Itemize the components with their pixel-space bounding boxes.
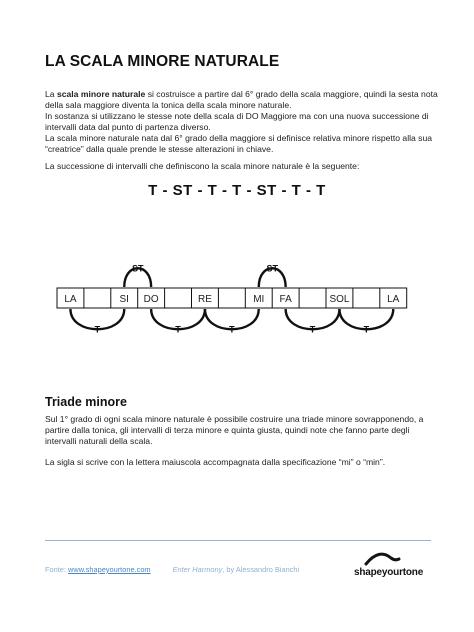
footer-label: Fonte: xyxy=(45,565,69,574)
section-paragraph-1: Sul 1° grado di ogni scala minore naturale è possibile costruire una triade minore sovrapponendo, a partire dalla tonica, gli intervalli di terza minore e quinta giusta, quindi note che fanno parte degli intervalli naturali della scala. xyxy=(45,414,424,447)
intro-line3: La scala minore naturale nata dal 6° grado della maggiore si definisce relativa minore rispetto alla sua “creatrice” dalla quale prende le stesse alterazioni in chiave. xyxy=(45,133,433,155)
note-cell: LA xyxy=(64,294,77,305)
logo-text: shapeyourtone xyxy=(354,567,424,578)
intro-pre: La xyxy=(45,89,57,99)
intro-bold: scala minore naturale xyxy=(56,89,146,99)
page-title: LA SCALA MINORE NATURALE xyxy=(45,53,280,70)
tone-label: T xyxy=(175,324,181,335)
intro-line2: In sostanza si utilizzano le stesse note della scala di DO Maggiore ma con una nuova successione di intervalli data dal punto di partenza diverso. xyxy=(45,111,429,133)
note-cell: SI xyxy=(119,294,129,305)
note-cell: FA xyxy=(279,294,292,305)
note-cell: LA xyxy=(387,294,400,305)
scale-diagram xyxy=(0,262,474,342)
interval-formula: T - ST - T - T - ST - T - T xyxy=(148,182,326,199)
tone-label: T xyxy=(94,324,101,335)
footer-book-author: , by Alessandro Bianchi xyxy=(222,565,300,574)
section-paragraph-2: La sigla si scrive con la lettera maiuscola accompagnata dalla specificazione “mi” o “min”. xyxy=(45,457,386,467)
semitone-label: ST xyxy=(131,263,144,274)
section-heading: Triade minore xyxy=(45,395,127,409)
note-cell: RE xyxy=(197,294,212,305)
note-cell: SOL xyxy=(329,294,350,305)
tone-label: T xyxy=(363,324,370,335)
note-cell: DO xyxy=(143,294,159,305)
intro-rest: si costruisce a partire dal 6° grado della scala maggiore, quindi la sesta nota della sala maggiore diventa la tonica della scala minore naturale. xyxy=(45,89,438,111)
footer-link[interactable]: www.shapeyourtone.com xyxy=(68,565,151,574)
succession-text: La successione di intervalli che definiscono la scala minore naturale è la seguente: xyxy=(45,161,360,171)
footer-book-title: Enter Harmony xyxy=(172,565,223,574)
tone-label: T xyxy=(309,324,316,335)
shapeyourtone-logo xyxy=(353,550,433,582)
footer xyxy=(45,565,299,574)
semitone-label: ST xyxy=(266,263,278,274)
footer-divider xyxy=(45,540,431,541)
note-cell: MI xyxy=(253,294,265,305)
scale-frame xyxy=(57,288,407,308)
tone-label: T xyxy=(229,324,235,335)
intro-paragraph xyxy=(45,89,440,156)
